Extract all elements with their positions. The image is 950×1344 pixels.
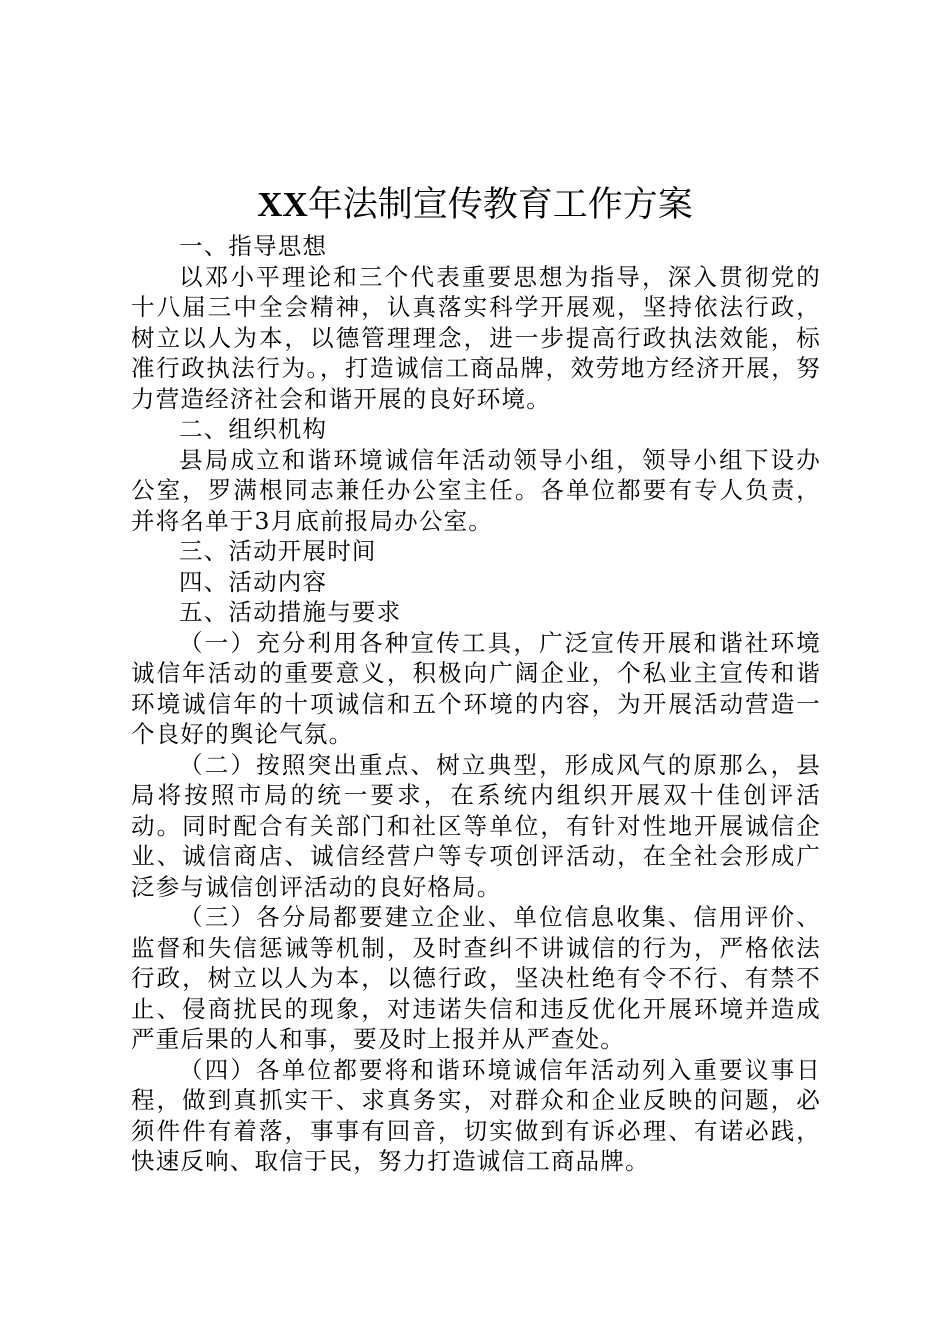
- paragraph-measure-3: （三）各分局都要建立企业、单位信息收集、信用评价、监督和失信惩诫等机制，及时查纠不讲诚信的行为，严格依法行政，树立以人为本，以德行政，坚决杜绝有令不行、有禁不止、侵商扰民的现象，对违诺失信和违反优化开展环境并造成严重后果的人和事，要及时上报并从严查处。: [131, 903, 821, 1053]
- section-heading-guiding-ideology: 一、指导思想: [179, 232, 328, 260]
- paragraph-measure-1: （一）充分利用各种宣传工具，广泛宣传开展和谐社环境诚信年活动的重要意义，积极向广阔企业，个私业主宣传和谐环境诚信年的十项诚信和五个环境的内容，为开展活动营造一个良好的舆论气氛。: [131, 628, 821, 748]
- paragraph-measure-4: （四）各单位都要将和谐环境诚信年活动列入重要议事日程，做到真抓实干、求真务实，对群众和企业反映的问题，必须件件有着落，事事有回音，切实做到有诉必理、有诺必践，快速反响、取信于民，努力打造诚信工商品牌。: [131, 1055, 821, 1175]
- section-heading-activity-content: 四、活动内容: [179, 567, 328, 596]
- document-body: [131, 231, 821, 1177]
- section-heading-measures: 五、活动措施与要求: [179, 598, 402, 626]
- title-text: 年法制宣传教育工作方案: [307, 185, 693, 225]
- paragraph-measure-2: （二）按照突出重点、树立典型，形成风气的原那么，县局将按照市局的统一要求，在系统内组织开展双十佳创评活动。同时配合有关部门和社区等单位，有针对性地开展诚信企业、诚信商店、诚信经营户等专项创评活动，在全社会形成广泛参与诚信创评活动的良好格局。: [131, 750, 821, 901]
- section-heading-activity-time: 三、活动开展时间: [179, 537, 377, 565]
- paragraph-guiding-ideology: 以邓小平理论和三个代表重要思想为指导，深入贯彻党的十八届三中全会精神，认真落实科学开展观，坚持依法行政，树立以人为本，以德管理理念，进一步提高行政执法效能，标准行政执法行为。，打造诚信工商品牌，效劳地方经济开展，努力营造经济社会和谐开展的良好环境。: [131, 262, 821, 413]
- paragraph-organization: 县局成立和谐环境诚信年活动领导小组，领导小组下设办公室，罗满根同志兼任办公室主任。各单位都要有专人负责，并将名单于3月底前报局办公室。: [131, 445, 821, 535]
- section-heading-organization: 二、组织机构: [179, 415, 328, 443]
- title-prefix: XX: [257, 185, 308, 224]
- document-title: [0, 182, 950, 228]
